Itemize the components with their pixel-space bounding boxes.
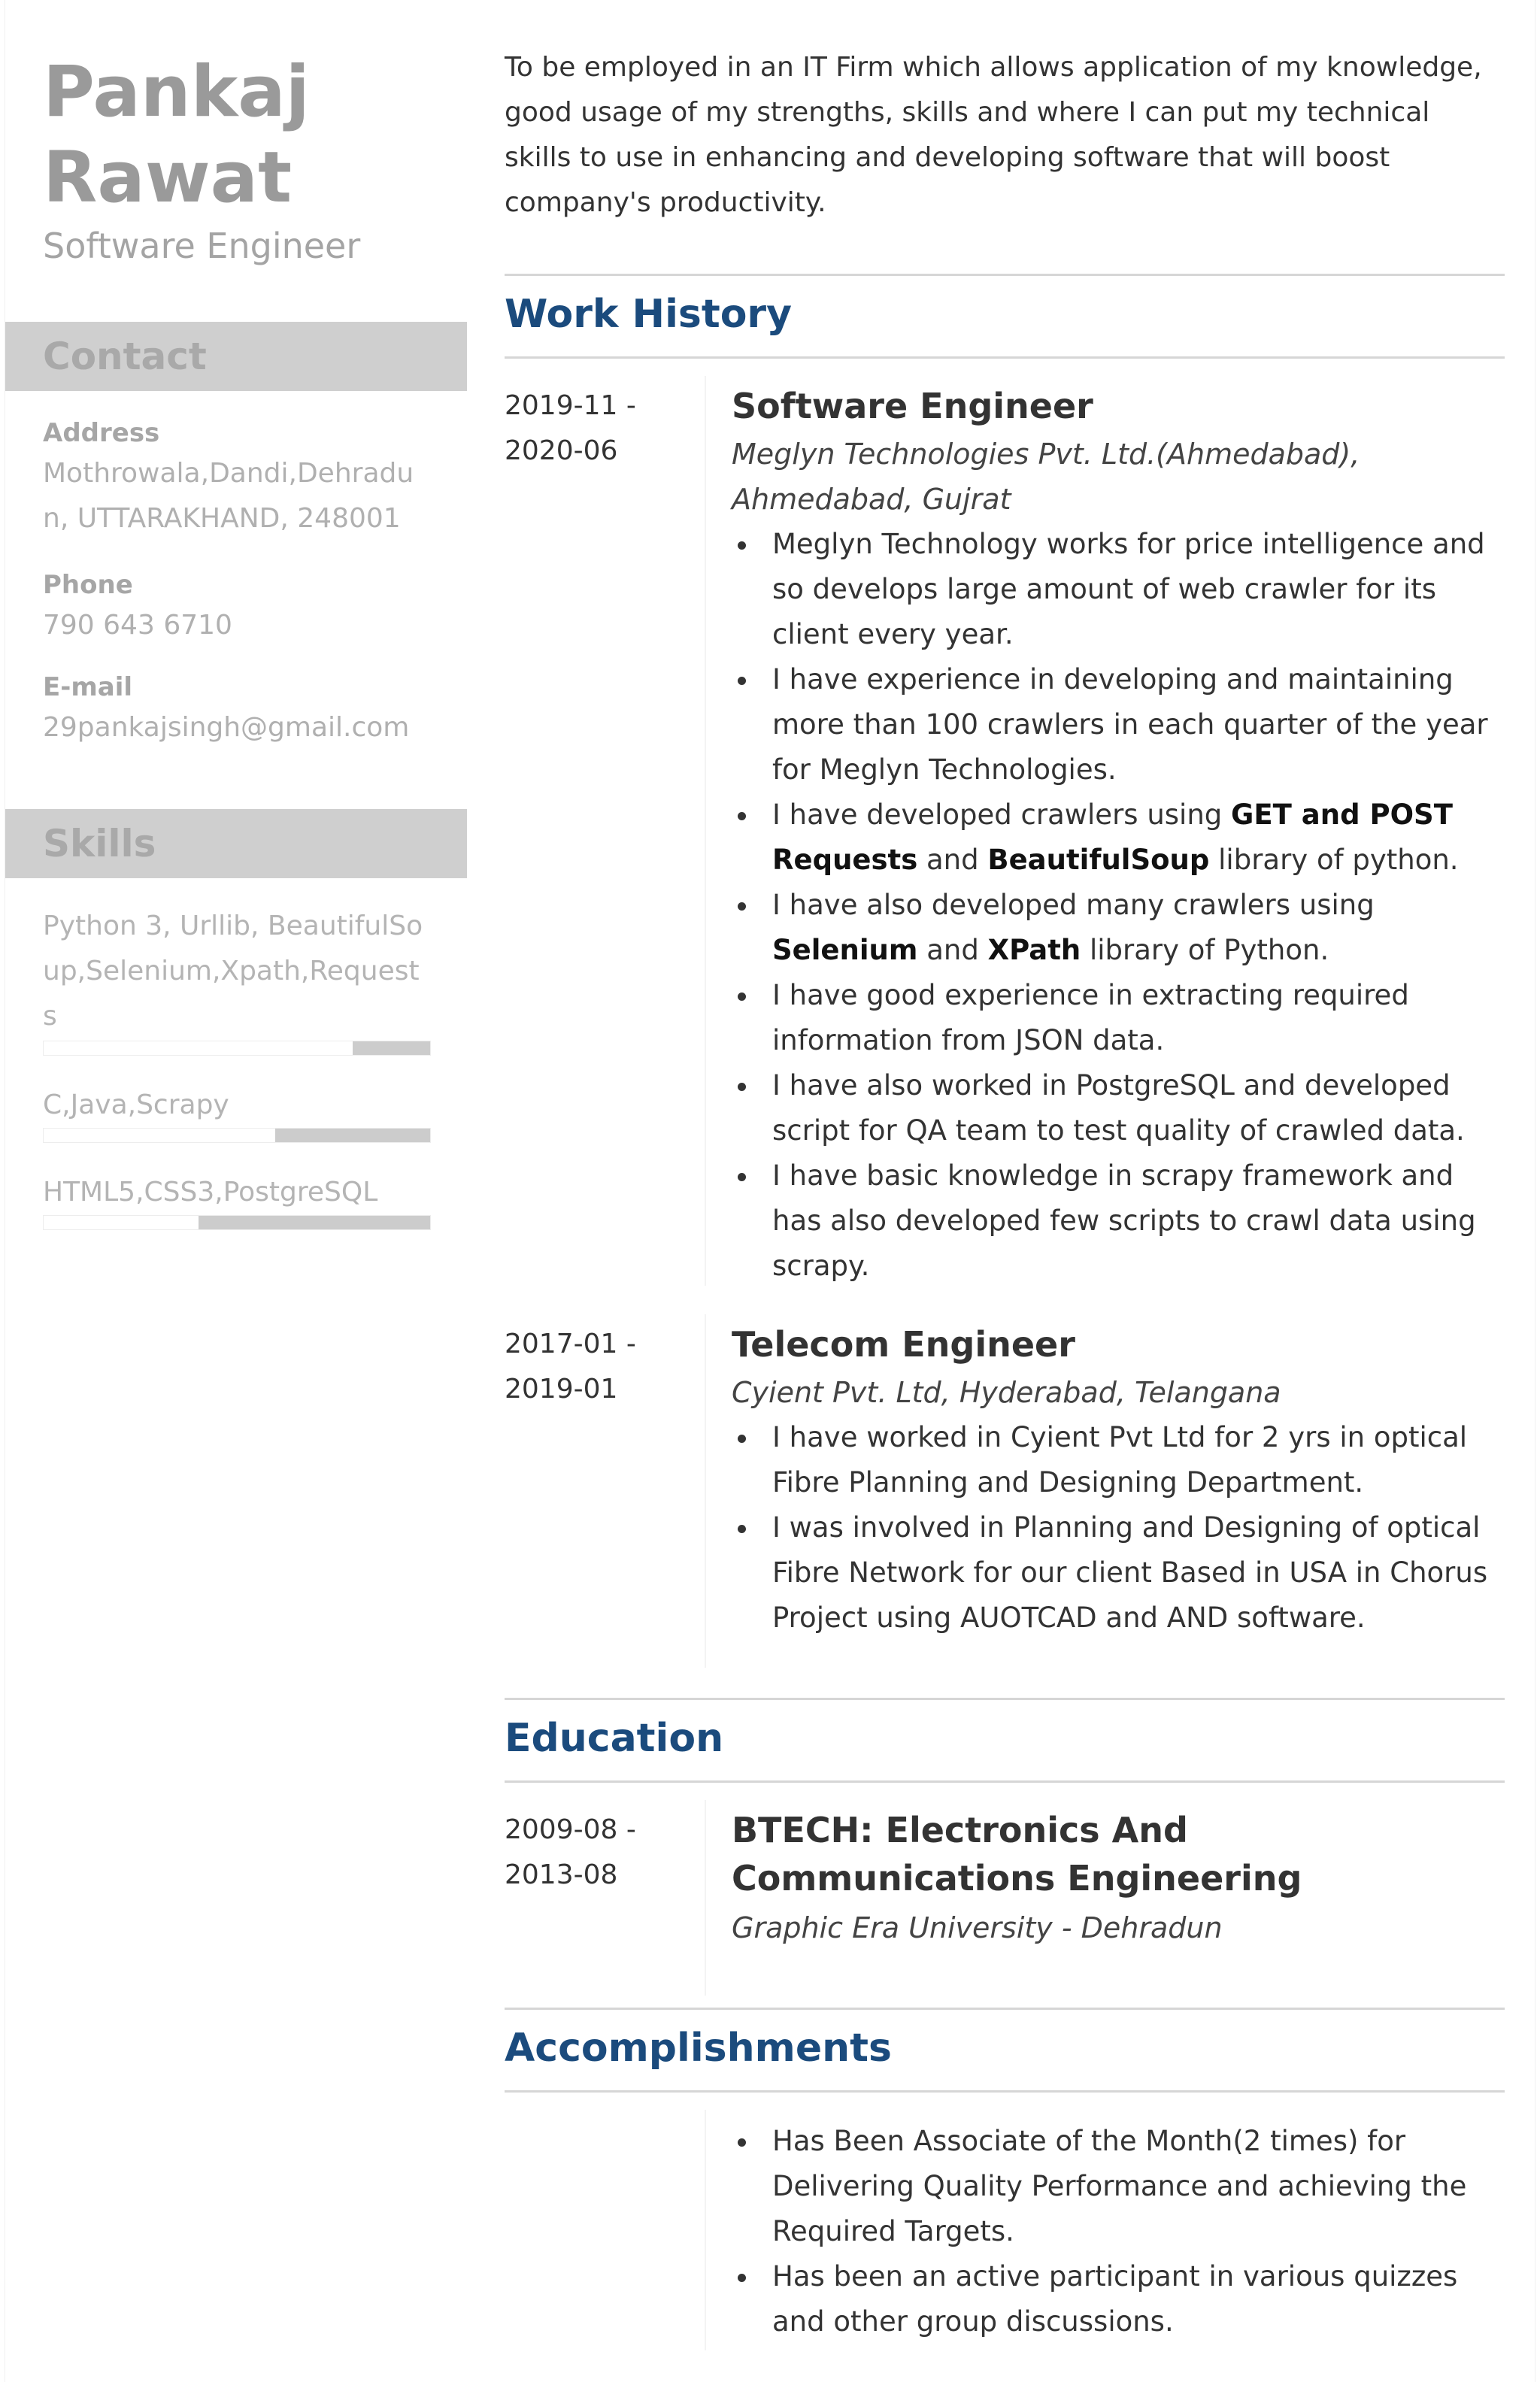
text-run: I have developed crawlers using bbox=[772, 799, 1232, 831]
text-run: library of Python. bbox=[1081, 934, 1329, 966]
education-end-date: 2013-08 bbox=[505, 1859, 618, 1890]
job-start-date: 2017-01 - bbox=[505, 1329, 636, 1359]
list-item: I have good experience in extracting required information from JSON data. bbox=[732, 973, 1506, 1063]
skill-bar-fill bbox=[275, 1129, 430, 1142]
contact-phone bbox=[43, 570, 434, 648]
skill-name: Python 3, Urllib, BeautifulSoup,Selenium,Xpath,Requests bbox=[43, 911, 423, 1032]
list-item: Has been an active participant in various quizzes and other group discussions. bbox=[732, 2254, 1506, 2344]
list-item: I have also worked in PostgreSQL and developed script for QA team to test quality of crawled data. bbox=[732, 1063, 1506, 1153]
list-item: I have experience in developing and maintaining more than 100 crawlers in each quarter of the year for Meglyn Technologies. bbox=[732, 657, 1506, 792]
list-item: Meglyn Technology works for price intelligence and so develops large amount of web crawler for its client every year. bbox=[732, 522, 1506, 657]
bold-run: BeautifulSoup bbox=[987, 844, 1210, 876]
job-responsibilities bbox=[732, 1415, 1506, 1641]
job-company: Meglyn Technologies Pvt. Ltd.(Ahmedabad), Ahmedabad, Gujrat bbox=[732, 438, 1360, 516]
education-start-date: 2009-08 - bbox=[505, 1814, 636, 1845]
column-divider bbox=[705, 1314, 706, 1668]
job-end-date: 2019-01 bbox=[505, 1374, 618, 1405]
list-item: I was involved in Planning and Designing of optical Fibre Network for our client Based in USA in Chorus Project using AUOTCAD and AND software. bbox=[732, 1505, 1506, 1641]
sidebar bbox=[5, 0, 467, 2382]
email-label: E-mail bbox=[43, 672, 133, 702]
text-run: I have also developed many crawlers using bbox=[772, 889, 1375, 921]
address-value: Mothrowala,Dandi,Dehradun, UTTARAKHAND, 248001 bbox=[43, 458, 414, 534]
skill-bar-fill bbox=[199, 1216, 430, 1229]
school-name: Graphic Era University - Dehradun bbox=[732, 1911, 1223, 1944]
job-responsibilities bbox=[732, 522, 1506, 1289]
list-item bbox=[732, 883, 1506, 973]
text-run: library of python. bbox=[1209, 844, 1459, 876]
skill-bar-fill bbox=[353, 1041, 430, 1055]
degree: BTECH bbox=[732, 1810, 860, 1850]
section-divider bbox=[505, 1780, 1505, 1783]
job-company: Cyient Pvt. Ltd, Hyderabad, Telangana bbox=[732, 1376, 1281, 1409]
skill-bar bbox=[43, 1215, 431, 1230]
job-end-date: 2020-06 bbox=[505, 435, 618, 466]
degree-field: Electronics And Communications Engineering bbox=[732, 1810, 1302, 1899]
text-run: and bbox=[917, 934, 988, 966]
job-title: Software Engineer bbox=[43, 226, 361, 266]
resume-page bbox=[5, 0, 1535, 2382]
email-value[interactable]: 29pankajsingh@gmail.com bbox=[43, 712, 410, 743]
list-item: I have basic knowledge in scrapy framework and has also developed few scripts to crawl data using scrapy. bbox=[732, 1153, 1506, 1289]
degree-title bbox=[732, 1806, 1506, 1902]
education-dates bbox=[505, 1808, 700, 1898]
section-divider bbox=[505, 356, 1505, 359]
skill-bar bbox=[43, 1041, 431, 1056]
career-summary: To be employed in an IT Firm which allows application of my knowledge, good usage of my strengths, skills and where I can put my technical skills to use in enhancing and developing software that will boost company's productivity. bbox=[505, 52, 1482, 218]
column-divider bbox=[705, 376, 706, 1286]
accomplishments-list bbox=[732, 2119, 1506, 2344]
accomplishments-entry bbox=[732, 2119, 1506, 2344]
work-history-heading: Work History bbox=[505, 292, 792, 337]
candidate-name bbox=[43, 50, 310, 221]
skills-heading: Skills bbox=[5, 809, 467, 878]
accomplishments-heading: Accomplishments bbox=[505, 2026, 892, 2071]
column-divider bbox=[705, 2110, 706, 2350]
contact-address bbox=[43, 418, 434, 541]
first-name: Pankaj bbox=[43, 51, 310, 133]
column-divider bbox=[705, 1800, 706, 1996]
job-dates bbox=[505, 1322, 700, 1412]
job-entry bbox=[732, 1320, 1506, 1641]
job-start-date: 2019-11 - bbox=[505, 390, 636, 421]
section-divider bbox=[505, 2090, 1505, 2093]
contact-heading: Contact bbox=[5, 322, 467, 391]
education-entry bbox=[732, 1806, 1506, 1950]
degree-separator: : bbox=[859, 1810, 886, 1850]
section-divider bbox=[505, 274, 1505, 276]
job-title: Software Engineer bbox=[732, 386, 1093, 426]
skill-bar bbox=[43, 1128, 431, 1143]
skill-name: C,Java,Scrapy bbox=[43, 1089, 229, 1120]
list-item bbox=[732, 792, 1506, 883]
job-entry bbox=[732, 382, 1506, 1289]
phone-label: Phone bbox=[43, 570, 133, 600]
bold-run: Selenium bbox=[772, 934, 918, 966]
section-divider bbox=[505, 2008, 1505, 2010]
skill-name: HTML5,CSS3,PostgreSQL bbox=[43, 1177, 378, 1208]
education-heading: Education bbox=[505, 1716, 724, 1761]
address-label: Address bbox=[43, 418, 160, 448]
list-item: Has Been Associate of the Month(2 times) for Delivering Quality Performance and achieving the Required Targets. bbox=[732, 2119, 1506, 2254]
last-name: Rawat bbox=[43, 137, 293, 219]
bold-run: GET and POST Requests bbox=[772, 799, 1453, 876]
job-dates bbox=[505, 383, 700, 474]
job-title: Telecom Engineer bbox=[732, 1324, 1075, 1365]
phone-value: 790 643 6710 bbox=[43, 610, 232, 641]
bold-run: XPath bbox=[987, 934, 1081, 966]
list-item: I have worked in Cyient Pvt Ltd for 2 yrs in optical Fibre Planning and Designing Department. bbox=[732, 1415, 1506, 1505]
contact-email bbox=[43, 672, 434, 750]
text-run: and bbox=[917, 844, 988, 876]
section-divider bbox=[505, 1698, 1505, 1700]
